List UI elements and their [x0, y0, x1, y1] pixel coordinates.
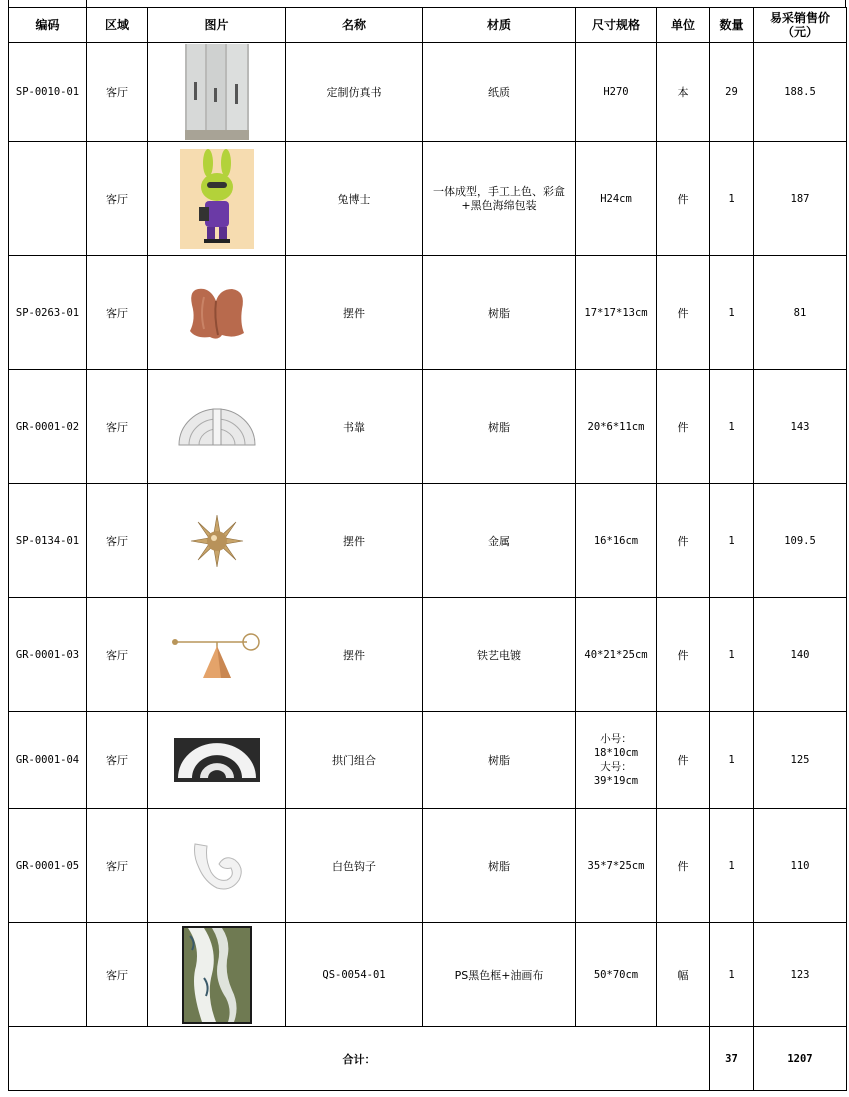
cell-name: 拱门组合 — [286, 712, 423, 809]
cell-qty: 1 — [710, 712, 754, 809]
cell-area: 客厅 — [87, 923, 148, 1027]
cell-code: SP-0263-01 — [9, 256, 87, 370]
header-unit: 单位 — [657, 8, 710, 43]
cell-unit: 件 — [657, 484, 710, 598]
header-image: 图片 — [148, 8, 286, 43]
cell-size: 20*6*11cm — [576, 370, 657, 484]
total-qty: 37 — [710, 1027, 754, 1091]
table-row — [9, 809, 847, 923]
header-qty: 数量 — [710, 8, 754, 43]
total-label: 合计： — [9, 1027, 710, 1091]
cell-name: QS-0054-01 — [286, 923, 423, 1027]
cell-qty: 1 — [710, 809, 754, 923]
cell-qty: 29 — [710, 43, 754, 142]
cell-size: 40*21*25cm — [576, 598, 657, 712]
cell-unit: 件 — [657, 370, 710, 484]
cell-code — [9, 142, 87, 256]
cell-unit: 件 — [657, 712, 710, 809]
total-row — [9, 1027, 847, 1091]
cell-price: 110 — [754, 809, 847, 923]
gold-spiky-ball-image — [148, 484, 286, 598]
cell-material: 一体成型，手工上色、彩盒 +黑色海绵包装 — [423, 142, 576, 256]
table-row — [9, 712, 847, 809]
top-border — [8, 0, 846, 7]
cell-area: 客厅 — [87, 809, 148, 923]
cell-code: SP-0134-01 — [9, 484, 87, 598]
cell-code: GR-0001-05 — [9, 809, 87, 923]
cell-material: 金属 — [423, 484, 576, 598]
cell-size: 16*16cm — [576, 484, 657, 598]
white-hook-image — [148, 809, 286, 923]
header-row — [9, 8, 847, 43]
cell-price: 140 — [754, 598, 847, 712]
header-material: 材质 — [423, 8, 576, 43]
abstract-painting-image — [148, 923, 286, 1027]
cell-material: 树脂 — [423, 370, 576, 484]
cell-name: 定制仿真书 — [286, 43, 423, 142]
cell-material: 纸质 — [423, 43, 576, 142]
cell-price: 125 — [754, 712, 847, 809]
cell-unit: 件 — [657, 809, 710, 923]
cell-qty: 1 — [710, 923, 754, 1027]
cell-name: 书靠 — [286, 370, 423, 484]
cell-unit: 件 — [657, 598, 710, 712]
cell-size: H270 — [576, 43, 657, 142]
cell-unit: 本 — [657, 43, 710, 142]
cell-name: 白色钩子 — [286, 809, 423, 923]
table-row — [9, 370, 847, 484]
table-row — [9, 923, 847, 1027]
cell-material: 树脂 — [423, 712, 576, 809]
cell-name: 兔博士 — [286, 142, 423, 256]
cell-name: 摆件 — [286, 484, 423, 598]
rabbit-doctor-figure-image — [148, 142, 286, 256]
cell-qty: 1 — [710, 598, 754, 712]
cell-price: 143 — [754, 370, 847, 484]
cell-size: 17*17*13cm — [576, 256, 657, 370]
cell-name: 摆件 — [286, 598, 423, 712]
cell-size: 小号： 18*10cm 大号： 39*19cm — [576, 712, 657, 809]
header-area: 区域 — [87, 8, 148, 43]
cell-name: 摆件 — [286, 256, 423, 370]
cell-code: GR-0001-04 — [9, 712, 87, 809]
header-name: 名称 — [286, 8, 423, 43]
cell-size: 50*70cm — [576, 923, 657, 1027]
table-row — [9, 256, 847, 370]
bookend-image — [148, 370, 286, 484]
cell-material: 树脂 — [423, 809, 576, 923]
cell-material: 铁艺电镀 — [423, 598, 576, 712]
faux-books-image — [148, 43, 286, 142]
cell-code: SP-0010-01 — [9, 43, 87, 142]
header-code: 编码 — [9, 8, 87, 43]
cell-unit: 件 — [657, 256, 710, 370]
terracotta-sculpture-image — [148, 256, 286, 370]
cell-qty: 1 — [710, 370, 754, 484]
cell-qty: 1 — [710, 142, 754, 256]
cell-area: 客厅 — [87, 598, 148, 712]
cell-code: GR-0001-03 — [9, 598, 87, 712]
cell-price: 187 — [754, 142, 847, 256]
cell-area: 客厅 — [87, 370, 148, 484]
cell-price: 188.5 — [754, 43, 847, 142]
cell-unit: 件 — [657, 142, 710, 256]
cell-material: PS黑色框+油画布 — [423, 923, 576, 1027]
product-table — [8, 7, 847, 1091]
cell-size: H24cm — [576, 142, 657, 256]
cell-area: 客厅 — [87, 484, 148, 598]
cell-material: 树脂 — [423, 256, 576, 370]
cell-qty: 1 — [710, 256, 754, 370]
total-price: 1207 — [754, 1027, 847, 1091]
table-row — [9, 484, 847, 598]
cell-area: 客厅 — [87, 43, 148, 142]
table-row — [9, 142, 847, 256]
cell-area: 客厅 — [87, 712, 148, 809]
cell-price: 81 — [754, 256, 847, 370]
cell-area: 客厅 — [87, 142, 148, 256]
cell-area: 客厅 — [87, 256, 148, 370]
cell-qty: 1 — [710, 484, 754, 598]
cell-price: 123 — [754, 923, 847, 1027]
arch-set-image — [148, 712, 286, 809]
header-size: 尺寸规格 — [576, 8, 657, 43]
cell-price: 109.5 — [754, 484, 847, 598]
cone-ring-ornament-image — [148, 598, 286, 712]
cell-code: GR-0001-02 — [9, 370, 87, 484]
table-row — [9, 43, 847, 142]
cell-size: 35*7*25cm — [576, 809, 657, 923]
cell-code — [9, 923, 87, 1027]
table-row — [9, 598, 847, 712]
header-price: 易采销售价 （元） — [754, 8, 847, 43]
cell-unit: 幅 — [657, 923, 710, 1027]
